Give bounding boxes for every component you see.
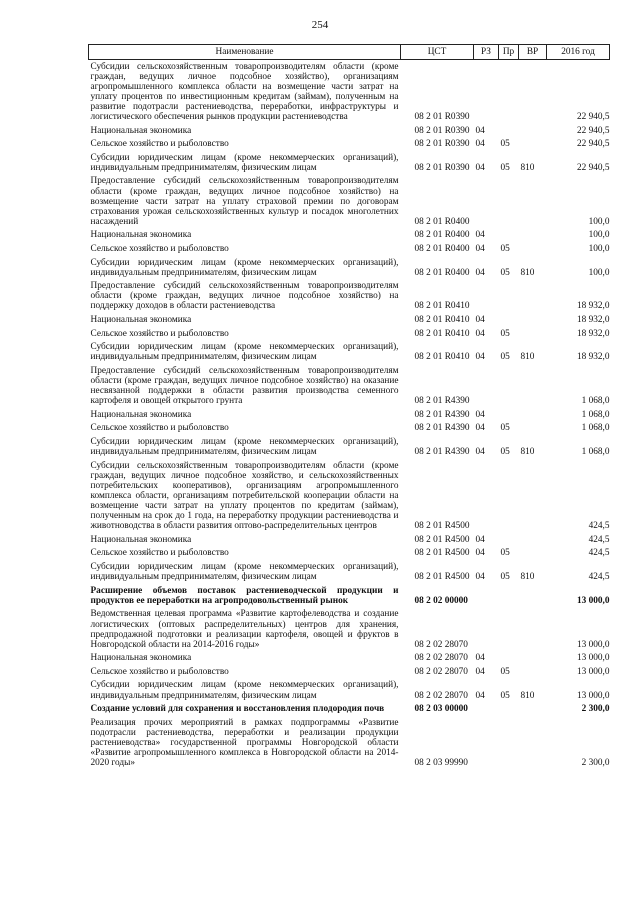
cell-pr — [499, 314, 519, 328]
cell-sum: 100,0 — [588, 216, 610, 227]
cell-sum: 13 000,0 — [576, 666, 610, 677]
cell-name: Предоставление субсидий сельскохозяйственным товаропроизводителям области (кроме граждан, ведущих личное подсобное хозяйство) на поддержку доходов в области растениеводства — [90, 281, 399, 312]
cell-pr: 05 — [500, 572, 510, 583]
cell-name: Национальная экономика — [90, 409, 192, 420]
cell-vr — [519, 327, 547, 341]
cell-rz: 04 — [475, 409, 485, 420]
cell-name: Субсидии юридическим лицам (кроме некоммерческих организаций), индивидуальным предпринимателям, физическим лицам — [90, 437, 399, 458]
table-row — [89, 229, 610, 243]
cell-vr — [519, 547, 547, 561]
cell-cst: 08 2 01 R0400 — [414, 230, 470, 241]
cell-cst: 08 2 01 R0390 — [414, 162, 470, 173]
table-row — [89, 459, 610, 533]
cell-vr: 810 — [520, 690, 535, 701]
cell-pr: 05 — [500, 267, 510, 278]
cell-rz: 04 — [475, 534, 485, 545]
cell-cst: 08 2 01 R0410 — [414, 315, 470, 326]
cell-cst: 08 2 01 R4500 — [414, 534, 470, 545]
cell-rz — [474, 608, 499, 652]
cell-name: Сельское хозяйство и рыболовство — [90, 139, 229, 150]
cell-rz — [474, 716, 499, 770]
cell-vr — [519, 459, 547, 533]
cell-cst: 08 2 01 R0410 — [414, 328, 470, 339]
cell-cst: 08 2 01 R0410 — [414, 352, 470, 363]
cell-name: Предоставление субсидий сельскохозяйственным товаропроизводителям области (кроме граждан, ведущих личное подсобное хозяйство) на возмещение части затрат на уплату страховой премии по договорам страхования урожая сельскохозяйственных культур и посадок многолетних насаждений — [90, 176, 399, 227]
cell-cst: 08 2 01 R0410 — [414, 301, 470, 312]
cell-cst: 08 2 01 R4390 — [414, 409, 470, 420]
cell-cst: 08 2 02 28070 — [414, 639, 468, 650]
cell-rz: 04 — [475, 423, 485, 434]
cell-pr: 05 — [500, 666, 510, 677]
cell-sum: 424,5 — [588, 572, 610, 583]
cell-vr: 810 — [520, 162, 535, 173]
table-row — [89, 408, 610, 422]
table-row — [89, 608, 610, 652]
cell-cst: 08 2 02 28070 — [414, 690, 468, 701]
cell-name: Субсидии юридическим лицам (кроме некоммерческих организаций), индивидуальным предпринимателям, физическим лицам — [90, 680, 399, 701]
cell-rz: 04 — [475, 572, 485, 583]
cell-name: Субсидии юридическим лицам (кроме некоммерческих организаций), индивидуальным предпринимателям, физическим лицам — [90, 152, 399, 173]
cell-rz: 04 — [475, 230, 485, 241]
cell-name: Национальная экономика — [90, 125, 192, 136]
table-row — [89, 703, 610, 717]
cell-name: Субсидии юридическим лицам (кроме некоммерческих организаций), индивидуальным предпринимателям, физическим лицам — [90, 562, 399, 583]
table-body — [89, 60, 610, 771]
cell-rz — [474, 60, 499, 125]
cell-vr — [519, 703, 547, 717]
cell-cst: 08 2 02 28070 — [414, 666, 468, 677]
cell-name: Предоставление субсидий сельскохозяйственным товаропроизводителям области (кроме граждан, ведущих личное подсобное хозяйство) на оказание несвязанной поддержки в области развития производства семенного картофеля и овощей открытого грунта — [90, 365, 399, 407]
cell-sum: 2 300,0 — [581, 704, 610, 715]
cell-name: Ведомственная целевая программа «Развитие картофелеводства и создание логистических (оптовых распределительных) центров для хранения, предпродажной подготовки и реализации картофеля, овощей и фруктов в Новгородской области на 2014-2016 годы» — [90, 609, 399, 650]
cell-name: Сельское хозяйство и рыболовство — [90, 244, 229, 254]
cell-pr — [499, 652, 519, 666]
cell-sum: 2 300,0 — [581, 758, 610, 769]
cell-rz: 04 — [475, 125, 485, 136]
cell-pr — [499, 533, 519, 547]
table-row — [89, 175, 610, 229]
cell-vr — [519, 422, 547, 436]
cell-rz — [474, 703, 499, 717]
cell-cst: 08 2 01 R4500 — [414, 572, 470, 583]
cell-sum: 100,0 — [588, 230, 610, 241]
column-header-cst: ЦСТ — [401, 45, 474, 60]
cell-cst: 08 2 01 R0390 — [414, 139, 470, 150]
cell-vr: 810 — [520, 572, 535, 583]
cell-cst: 08 2 01 R4390 — [414, 447, 470, 458]
cell-vr: 810 — [520, 352, 535, 363]
cell-vr — [519, 665, 547, 679]
cell-pr — [499, 124, 519, 138]
cell-vr: 810 — [520, 447, 535, 458]
cell-pr: 05 — [500, 162, 510, 173]
cell-rz: 04 — [475, 352, 485, 363]
cell-rz: 04 — [475, 139, 485, 150]
cell-rz: 04 — [475, 315, 485, 326]
cell-sum: 100,0 — [588, 267, 610, 278]
cell-cst: 08 2 03 00000 — [414, 704, 468, 715]
cell-vr — [519, 533, 547, 547]
cell-vr: 810 — [520, 267, 535, 278]
cell-vr — [519, 138, 547, 152]
cell-vr — [519, 364, 547, 408]
cell-name: Субсидии сельскохозяйственным товаропроизводителям области (кроме граждан, ведущих личное подсобное хозяйство), организациям агропромышленного комплекса области на возмещение части затрат на уплату процентов по инвестиционным кредитам (займам), полученным на развитие подотрасли растениеводства, переработки, инфраструктуры и логистического обеспечения рынков продукции растениеводства — [90, 61, 399, 122]
cell-sum: 13 000,0 — [576, 595, 610, 606]
cell-cst: 08 2 01 R0400 — [414, 267, 470, 278]
cell-pr — [499, 60, 519, 125]
cell-sum: 22 940,5 — [576, 139, 610, 150]
cell-name: Субсидии сельскохозяйственным товаропроизводителям области (кроме граждан, ведущих личное подсобное хозяйство, и сельскохозяйственных потребительских кооперативов), организациям агропромышленного комплекса области, организациям потребительской кооперации области на возмещение части затрат на уплату процентов по кредитам (займам), полученным на срок до 1 года, на переработку продукции растениеводства и животноводства в области развития оптово-распределительных центров — [90, 460, 399, 532]
cell-vr — [519, 243, 547, 257]
table-row — [89, 561, 610, 585]
cell-pr — [499, 364, 519, 408]
cell-cst: 08 2 01 R0390 — [414, 125, 470, 136]
cell-cst: 08 2 01 R0390 — [414, 111, 470, 122]
table-row — [89, 716, 610, 770]
table-row — [89, 151, 610, 175]
cell-sum: 1 068,0 — [581, 447, 610, 458]
cell-name: Реализация прочих мероприятий в рамках подпрограммы «Развитие подотрасли растениеводства, переработки и реализации продукции растениеводства» государственной программы Новгородской области «Развитие агропромышленного комплекса в Новгородской области на 2014-2020 годы» — [90, 717, 399, 769]
cell-pr: 05 — [500, 548, 510, 559]
cell-pr — [499, 229, 519, 243]
cell-rz: 04 — [475, 328, 485, 339]
cell-vr — [519, 280, 547, 314]
cell-sum: 22 940,5 — [576, 162, 610, 173]
cell-sum: 22 940,5 — [576, 111, 610, 122]
table-row — [89, 665, 610, 679]
cell-rz: 04 — [475, 690, 485, 701]
cell-name: Национальная экономика — [90, 230, 192, 241]
cell-vr — [519, 608, 547, 652]
cell-cst: 08 2 01 R4500 — [414, 548, 470, 559]
cell-name: Сельское хозяйство и рыболовство — [90, 548, 229, 559]
cell-name: Создание условий для сохранения и восстановления плодородия почв — [90, 704, 385, 715]
cell-pr: 05 — [500, 244, 510, 254]
cell-cst: 08 2 02 28070 — [414, 653, 468, 664]
cell-cst: 08 2 01 R4390 — [414, 423, 470, 434]
cell-sum: 1 068,0 — [581, 409, 610, 420]
cell-rz — [474, 364, 499, 408]
table-row — [89, 327, 610, 341]
cell-pr — [499, 175, 519, 229]
cell-pr: 05 — [500, 447, 510, 458]
table-row — [89, 314, 610, 328]
table-row — [89, 243, 610, 257]
cell-sum: 1 068,0 — [581, 396, 610, 407]
cell-sum: 18 932,0 — [576, 315, 610, 326]
cell-cst: 08 2 01 R4500 — [414, 521, 470, 532]
cell-name: Расширение объемов поставок растениеводческой продукции и продуктов ее переработки на агропродовольственный рынок — [90, 585, 399, 606]
table-header — [89, 45, 610, 60]
cell-pr — [499, 459, 519, 533]
cell-cst: 08 2 02 00000 — [414, 595, 468, 606]
cell-vr — [519, 314, 547, 328]
cell-vr — [519, 124, 547, 138]
cell-name: Национальная экономика — [90, 534, 192, 545]
cell-sum: 424,5 — [588, 548, 610, 559]
cell-name: Субсидии юридическим лицам (кроме некоммерческих организаций), индивидуальным предпринимателям, физическим лицам — [90, 342, 399, 363]
column-header-rz: РЗ — [474, 45, 499, 60]
table-row — [89, 280, 610, 314]
cell-pr — [499, 703, 519, 717]
cell-cst: 08 2 01 R0400 — [414, 216, 470, 227]
cell-cst: 08 2 03 99990 — [414, 758, 468, 769]
cell-pr: 05 — [500, 139, 510, 150]
cell-vr — [519, 716, 547, 770]
cell-pr: 05 — [500, 690, 510, 701]
table-row — [89, 60, 610, 125]
table-row — [89, 124, 610, 138]
table-row — [89, 138, 610, 152]
cell-pr — [499, 280, 519, 314]
cell-vr — [519, 60, 547, 125]
cell-sum: 424,5 — [588, 521, 610, 532]
cell-name: Сельское хозяйство и рыболовство — [90, 423, 229, 434]
cell-cst: 08 2 01 R0400 — [414, 244, 470, 254]
cell-rz — [474, 175, 499, 229]
cell-vr — [519, 229, 547, 243]
cell-rz: 04 — [475, 267, 485, 278]
cell-name: Субсидии юридическим лицам (кроме некоммерческих организаций), индивидуальным предпринимателям, физическим лицам — [90, 257, 399, 278]
table-row — [89, 256, 610, 280]
cell-vr — [519, 175, 547, 229]
cell-pr — [499, 584, 519, 608]
cell-pr — [499, 716, 519, 770]
cell-sum: 1 068,0 — [581, 423, 610, 434]
table-row — [89, 341, 610, 365]
column-header-vr: ВР — [519, 45, 547, 60]
column-header-pr: Пр — [499, 45, 519, 60]
cell-vr — [519, 584, 547, 608]
cell-sum: 424,5 — [588, 534, 610, 545]
table-row — [89, 547, 610, 561]
cell-pr: 05 — [500, 328, 510, 339]
table-row — [89, 422, 610, 436]
cell-rz: 04 — [475, 244, 485, 254]
column-header-name: Наименование — [89, 45, 401, 60]
cell-rz: 04 — [475, 653, 485, 664]
cell-name: Сельское хозяйство и рыболовство — [90, 666, 229, 677]
cell-sum: 22 940,5 — [576, 125, 610, 136]
cell-rz — [474, 584, 499, 608]
cell-sum: 13 000,0 — [576, 690, 610, 701]
cell-rz: 04 — [475, 666, 485, 677]
cell-rz — [474, 280, 499, 314]
cell-sum: 18 932,0 — [576, 301, 610, 312]
table-row — [89, 364, 610, 408]
table-row — [89, 533, 610, 547]
cell-pr: 05 — [500, 423, 510, 434]
cell-cst: 08 2 01 R4390 — [414, 396, 470, 407]
cell-sum: 18 932,0 — [576, 352, 610, 363]
cell-pr — [499, 608, 519, 652]
cell-sum: 18 932,0 — [576, 328, 610, 339]
cell-vr — [519, 652, 547, 666]
table-row — [89, 652, 610, 666]
cell-pr — [499, 408, 519, 422]
cell-rz: 04 — [475, 162, 485, 173]
budget-table — [88, 44, 610, 770]
page-number: 254 — [311, 19, 329, 31]
cell-rz: 04 — [475, 447, 485, 458]
cell-pr: 05 — [500, 352, 510, 363]
cell-rz: 04 — [475, 548, 485, 559]
cell-vr — [519, 408, 547, 422]
cell-rz — [474, 459, 499, 533]
table-row — [89, 436, 610, 460]
cell-name: Национальная экономика — [90, 315, 192, 326]
table-row — [89, 679, 610, 703]
cell-sum: 13 000,0 — [576, 653, 610, 664]
cell-sum: 100,0 — [588, 244, 610, 254]
table-row — [89, 584, 610, 608]
cell-name: Национальная экономика — [90, 653, 192, 664]
column-header-sum: 2016 год — [547, 45, 610, 60]
cell-name: Сельское хозяйство и рыболовство — [90, 328, 229, 339]
cell-sum: 13 000,0 — [576, 639, 610, 650]
